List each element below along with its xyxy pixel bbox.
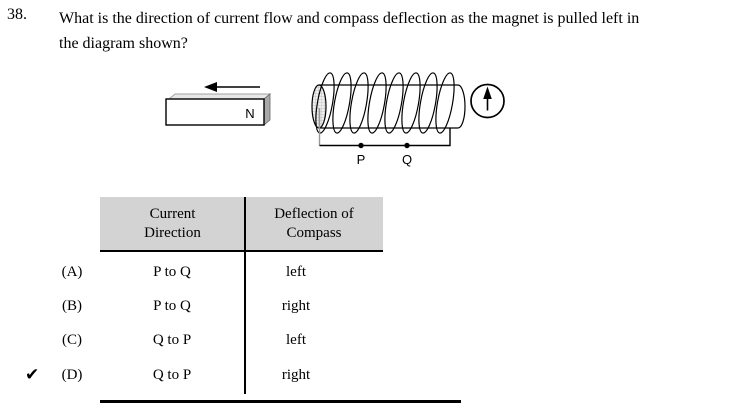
magnet-pole-label: N [245,106,255,121]
option-letter: (C) [62,332,82,348]
bar-magnet [166,94,270,125]
magnet-side-face [264,94,270,125]
option-deflection: left [286,332,306,348]
table-header [100,197,383,250]
left-arrow-icon [204,82,260,92]
table-column-divider [244,197,246,394]
option-current-direction: Q to P [152,367,192,383]
column-header-current-direction: Current Direction [144,205,201,241]
option-row-b [0,298,460,318]
option-letter: (A) [61,264,83,280]
question-text-line1: What is the direction of current flow and compass deflection as the magnet is pulled left in [59,10,640,27]
correct-answer-checkmark-icon: ✔ [25,365,40,385]
option-row-d [0,367,460,387]
question-number: 38. [7,6,27,23]
option-deflection: right [281,298,311,314]
option-current-direction: P to Q [153,264,191,280]
option-deflection: right [281,367,311,383]
column-header-deflection: Deflection of Compass [274,205,354,241]
compass-icon [471,85,504,118]
terminal-p-dot [358,143,363,148]
terminal-q-label: Q [401,152,413,167]
solenoid-coil [312,72,465,135]
option-deflection: left [286,264,306,280]
option-letter: (D) [61,367,83,383]
option-current-direction: P to Q [153,298,191,314]
option-current-direction: Q to P [152,332,192,348]
option-row-c [0,332,460,352]
terminal-p-label: P [356,152,366,167]
question-text-line2: the diagram shown? [59,35,188,52]
physics-diagram [0,0,731,190]
magnet-top-face [169,94,270,99]
terminal-q-dot [404,143,409,148]
table-header-underline [100,250,383,252]
option-letter: (B) [62,298,82,314]
option-row-a [0,264,460,284]
